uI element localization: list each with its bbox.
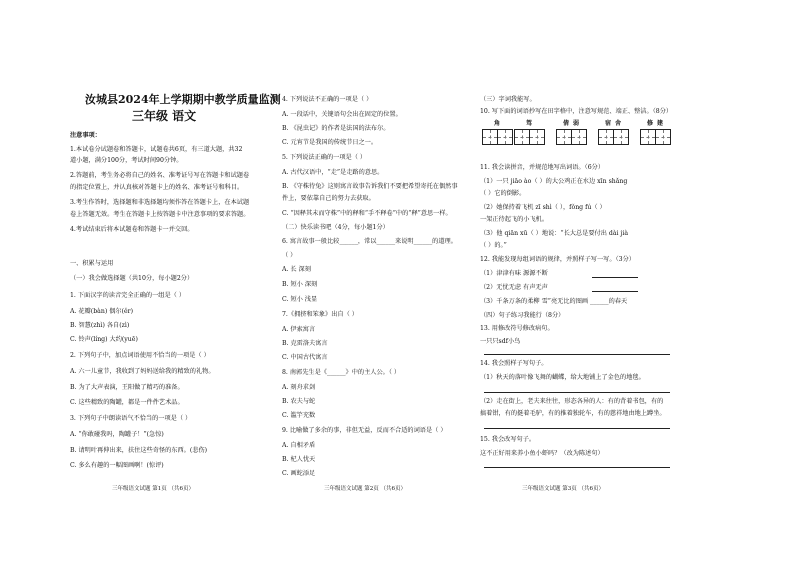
subsection-heading: （一）我会做选择题（共10分，每小题2分） [70, 275, 194, 282]
question-line: 13. 用修改符号修改病句。 [480, 325, 554, 332]
question-option: A. 刻舟求剑 [282, 384, 316, 391]
grid-cell[interactable] [530, 129, 545, 145]
question-line: （2）她保持着飞机 zī shì（ ），fǒng fú（ ） [480, 204, 606, 211]
writing-grid-2 [514, 118, 545, 145]
question-line: （ ）的。” [480, 242, 507, 249]
question-option: B. 《昆虫记》的作者是法国的法布尔。 [282, 125, 390, 132]
question-line: （1）一只 jiāo ào（ ）的大公鸡正在水边 xīn shǎng [480, 178, 628, 185]
question-line: 6. 寓言故事一般比较______，常以______来说明______的道理。 [282, 238, 457, 245]
question-option: B. 智慧(zhì) 各自(zì) [70, 322, 130, 329]
question-line: （ ）它的倒影。 [480, 190, 526, 197]
question-option: C. 元宵节是我国的传统节日之一。 [282, 139, 378, 146]
question-option: B. 为了大声表演，王阳做了精巧的准备。 [70, 384, 184, 391]
question-line: 1. 下面汉字的读音完全正确的一组是（ ） [70, 292, 186, 299]
question-line: （2）走在街上，老夫来往往，形态各异的人：有的背着书包，有的 [480, 398, 664, 405]
question-option: B. 杞人忧天 [282, 456, 316, 463]
question-option: A. 长 深刻 [282, 266, 311, 273]
question-line: 3. 下列句子中朗读语气不恰当的一项是（ ） [70, 415, 192, 422]
notice-heading: 注意事项： [70, 132, 101, 139]
answer-line[interactable] [484, 467, 670, 468]
question-option: B. 短小 深刻 [282, 281, 318, 288]
question-line: 2. 下列句子中，加点词语使用不恰当的一项是（ ） [70, 352, 210, 359]
question-option: C. 滥竽充数 [282, 412, 316, 419]
grid-label: 角 [493, 120, 501, 127]
question-option: C. 这些精致的陶罐，都是一件件艺术品。 [70, 399, 184, 406]
question-option: A. “你敢碰我吗，陶罐子！”(急惊) [70, 431, 164, 438]
question-line: 15. 我会改写句子。 [480, 436, 536, 443]
answer-line[interactable] [484, 428, 670, 429]
notice-line: 4.考试结束后将本试题卷和答题卡一并交回。 [70, 226, 194, 233]
writing-grid-4 [598, 118, 629, 145]
question-line: 5. 下列说法正确的一项是（ ） [282, 154, 367, 161]
question-line: 这不正好用来养小鱼小虾吗？（改为陈述句） [480, 450, 604, 457]
notice-line: 道小题，满分100分，考试时间90分钟。 [70, 157, 183, 164]
notice-line: 3.考生作答时，选择题和非选择题均须作答在答题卡上，在本试题 [70, 199, 250, 206]
notice-line: 的指定位置上，并认真核对答题卡上的姓名、准考证号和科目。 [70, 184, 244, 191]
writing-grid-3 [556, 118, 587, 145]
grid-cell[interactable] [514, 129, 530, 145]
grid-cell[interactable] [598, 129, 614, 145]
question-option: A. 古代汉语中，“走”是走路的意思。 [282, 169, 384, 176]
page-footer: 三年级语文试题 第2页 （共6页） [324, 486, 406, 492]
grid-label: 倩 弱 [562, 120, 581, 127]
answer-blank[interactable] [592, 291, 638, 292]
notice-line: 卷上答题无效。考生在答题卡上按答题卡中注意事项的要求答题。 [70, 211, 250, 218]
grid-label: 修 建 [646, 120, 665, 127]
question-line: 8. 南郭先生是《______》中的主人公。（ ） [282, 369, 401, 376]
question-option: A. 花瓣(bàn) 偶尔(ěr) [70, 308, 134, 315]
question-line: （3）他 qiān xū（ ）地说：“长大总是要付出 dài jià [480, 230, 629, 237]
grid-cell[interactable] [556, 129, 572, 145]
section-heading: 一、积累与运用 [70, 260, 114, 267]
question-option: A. 自相矛盾 [282, 442, 316, 449]
question-line: 10. 写下面的词语抄写在田字格中，注意写规范、端正、整洁。（8分） [480, 108, 673, 115]
question-line: 一架正待起飞的小飞机。 [480, 216, 549, 223]
exam-title: 汝城县2024年上学期期中教学质量监测 [85, 93, 281, 106]
question-option: B. 请明叶再伸出来，扶住这些奇怪的东西。(悲伤) [70, 447, 208, 454]
exam-page-2 [282, 0, 477, 562]
grid-cell[interactable] [614, 129, 629, 145]
grid-cell[interactable] [572, 129, 587, 145]
exam-subtitle: 三年级 语文 [132, 109, 197, 123]
question-line: 4. 下列说法不正确的一项是（ ） [282, 96, 373, 103]
grid-cell[interactable] [656, 129, 671, 145]
question-line: （1）秋天的落叶像飞舞的蝴蝶，给大地铺上了金色的地毯。 [480, 374, 645, 381]
answer-paren: （ ） [282, 252, 297, 259]
question-option: A. 伊索寓言 [282, 326, 316, 333]
question-line: 14. 我会照样子写句子。 [480, 360, 548, 367]
question-line: （2）无忧无虑 有声无声 [480, 284, 548, 291]
answer-line[interactable] [484, 354, 670, 355]
question-line: 11. 我会读拼音，并规范地写出词语。（6分） [480, 164, 605, 171]
question-line: （3）千条万条的柔柳 雪”亮无比的图画 ______的春天 [480, 298, 628, 305]
question-option: A. 一段话中，关键语句会出在固定的位置。 [282, 111, 402, 118]
notice-line: 2.答题前，考生务必将自己的姓名、准考证号写在答题卡和试题卷 [70, 172, 250, 179]
subsection-heading: （三）字词我能写。 [480, 96, 536, 103]
writing-grid-5 [640, 118, 671, 145]
subsection-heading: （二）快乐读书吧（4分，每小题1分） [282, 224, 389, 231]
question-option: C. 铃声(líng) 大约(yuē) [70, 336, 138, 343]
page-footer: 三年级语文试题 第1页 （共6页） [112, 486, 194, 492]
question-option: C. 多么有趣的一幅图画啊！(惊评) [70, 462, 164, 469]
notice-line: 1.本试卷分试题卷和答题卡，试题卷共6页，有三道大题，共32 [70, 146, 243, 153]
question-line: 搞着钳，有的挺着毛驴，有的推着独轮车，有的慈祥地由地上蹲坐。 [480, 410, 666, 417]
question-option: 件上，要依靠自己的努力去获取。 [282, 195, 375, 202]
grid-cell[interactable] [640, 129, 656, 145]
question-option: C. 短小 浅显 [282, 296, 318, 303]
page-footer: 三年级语文试题 第3页 （共6页） [522, 486, 604, 492]
writing-grid-1 [482, 118, 513, 145]
exam-page-3 [480, 0, 685, 562]
answer-line[interactable] [484, 392, 670, 393]
question-option: C. 画蛇添足 [282, 470, 316, 477]
question-line: 12. 我能发现每组词语的规律，并照样子写一写。（3分） [480, 256, 635, 263]
question-line: 7.《拥挤和笨象》出自（ ） [282, 311, 358, 318]
grid-cell[interactable] [482, 129, 498, 145]
question-line: （1）津津有味 源源不断 [480, 270, 548, 277]
question-line: 一只只sdf小鸟 [480, 338, 521, 345]
subsection-heading: （四）句子练习我能行（8分） [480, 312, 565, 319]
exam-page-1 [70, 0, 281, 562]
question-option: B. 克雷洛夫寓言 [282, 340, 328, 347]
grid-label: 驾 [525, 120, 533, 127]
question-option: C. “因释其未而守株”中的释和“手不释卷”中的“释”意思一样。 [282, 210, 452, 217]
question-option: A. 六一儿童节，我收到了妈妈送给我的精致的礼物。 [70, 368, 215, 375]
question-option: B. 农夫与蛇 [282, 398, 316, 405]
answer-blank[interactable] [592, 277, 638, 278]
question-option: C. 中国古代寓言 [282, 354, 328, 361]
question-option: B. 《守株待兔》这则寓言故事告诉我们不要把希望寄托在偶然事 [282, 183, 458, 190]
question-line: 9. 比喻做了多余的事，非但无益，反而不合适的词语是（ ） [282, 427, 447, 434]
grid-cell[interactable] [498, 129, 513, 145]
grid-label: 宿 舍 [604, 120, 623, 127]
